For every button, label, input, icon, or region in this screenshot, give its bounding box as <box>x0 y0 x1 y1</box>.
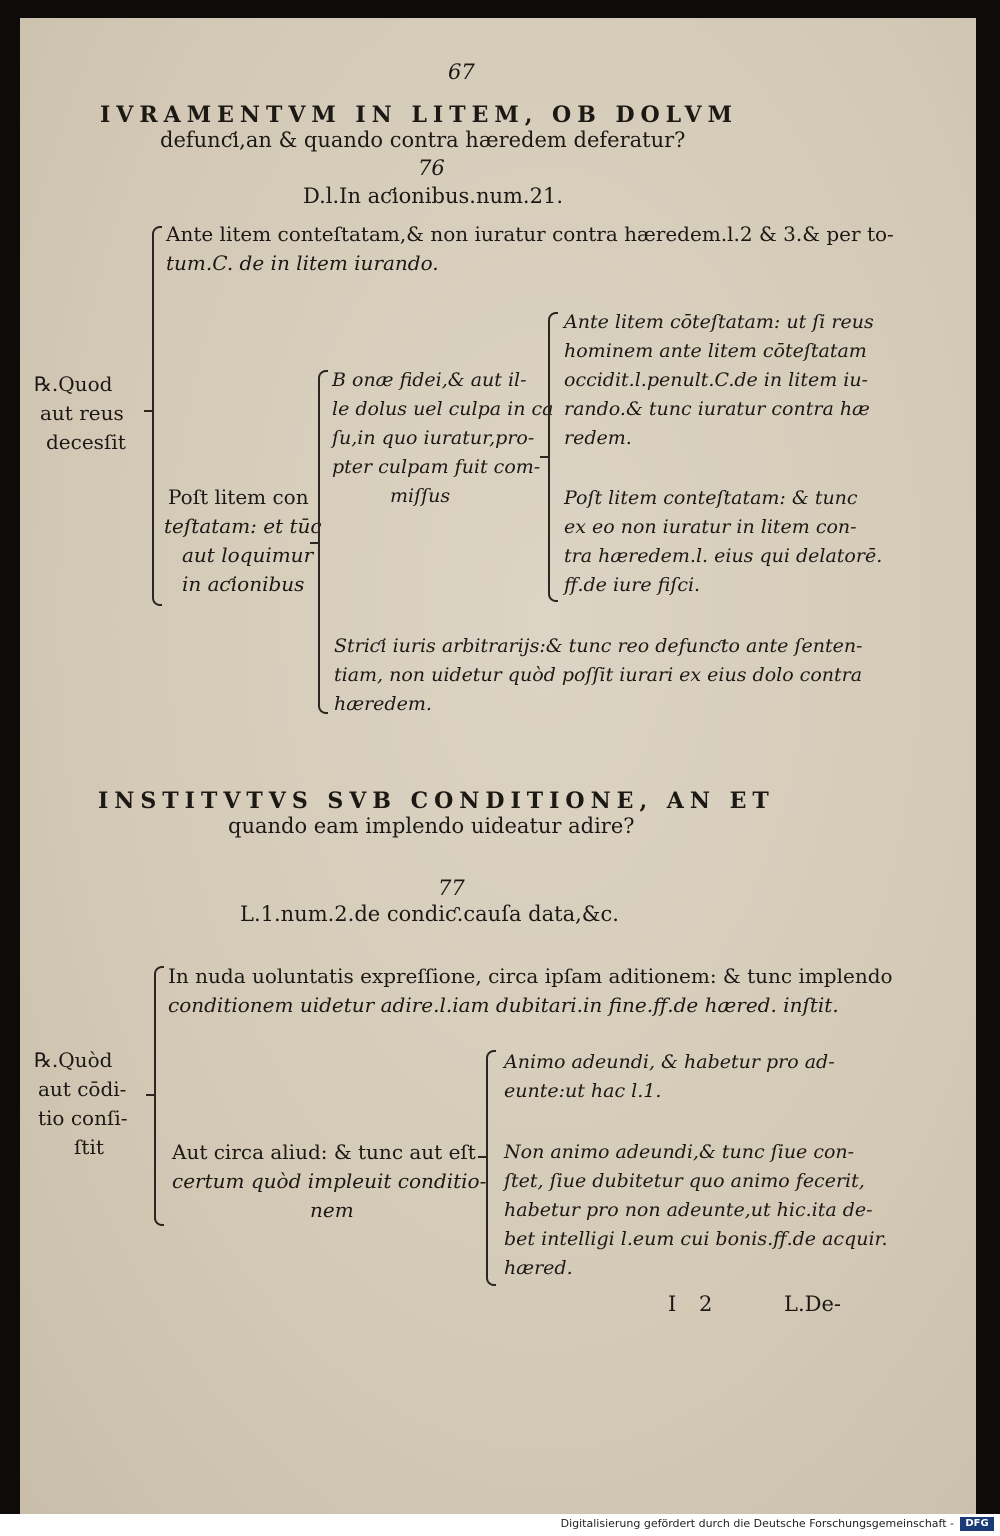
s2-branch2-label-3: nem <box>310 1198 354 1222</box>
s2-sub2-line3: habetur pro non adeunte,ut hic.ita de- <box>504 1199 873 1221</box>
s1-sub1-label-1: B onæ fidei,& aut il- <box>332 369 527 391</box>
s2-main-brace <box>154 966 164 1226</box>
s1-left-label-1: ℞.Quod <box>34 372 113 396</box>
s2-branch1-line2: conditionem uidetur adire.l.iam dubitari.in fine.ff.de hæred. inſtit. <box>168 993 839 1017</box>
s1-sub1b-line3: tra hæredem.l. eius qui delatorē. <box>564 545 883 567</box>
s2-sub2-line4: bet intelligi l.eum cui bonis.ff.de acquir. <box>504 1228 888 1250</box>
book-page <box>20 18 976 1514</box>
section1-number: 76 <box>418 156 445 180</box>
s1-sub1-label-3: ſu,in quo iuratur,pro- <box>332 427 535 449</box>
s2-left-label-4: ſtit <box>74 1135 104 1159</box>
s2-branch2-label-1: Aut circa aliud: & tunc aut eſt <box>172 1140 476 1164</box>
section2-subtitle: quando eam implendo uideatur adire? <box>228 814 635 838</box>
s2-left-label-1: ℞.Quòd <box>34 1048 113 1072</box>
s1-sub1-label-5: miſſus <box>390 485 451 507</box>
section2-reference: L.1.num.2.de condiƈ.cauſa data,&c. <box>240 902 619 926</box>
section2-title: INSTITVTVS SVB CONDITIONE, AN ET <box>98 788 775 814</box>
s1-left-label-3: decesſit <box>46 430 126 454</box>
page-number: 67 <box>448 60 475 84</box>
s1-sub2-line3: hæredem. <box>334 693 432 715</box>
s2-left-label-2: aut cōdi- <box>38 1077 127 1101</box>
section2-number: 77 <box>438 876 465 900</box>
s2-main-brace-point <box>146 1094 154 1096</box>
s1-post-brace <box>318 370 328 714</box>
section1-title: IVRAMENTVM IN LITEM, OB DOLVM <box>100 102 738 128</box>
signature-mark: I 2 <box>668 1292 721 1316</box>
s2-sub2-line2: ſtet, ſiue dubitetur quo animo fecerit, <box>504 1170 865 1192</box>
s2-sub-brace-point <box>478 1156 486 1158</box>
s1-branch2-label-1: Poſt litem con <box>168 485 309 509</box>
s2-sub1-line1: Animo adeundi, & habetur pro ad- <box>504 1051 835 1073</box>
s1-branch1-line2: tum.C. de in litem iurando. <box>166 251 439 275</box>
section1-reference: D.l.In aƈionibus.num.21. <box>303 184 563 208</box>
s1-sub1-label-4: pter culpam fuit com- <box>332 456 541 478</box>
s1-sub1a-line3: occidit.l.penult.C.de in litem iu- <box>564 369 868 391</box>
s2-branch1-line1: In nuda uoluntatis expreſſione, circa ipſam aditionem: & tunc implendo <box>168 964 893 988</box>
s1-main-brace <box>152 226 162 606</box>
s1-branch1-line1: Ante litem conteſtatam,& non iuratur contra hæredem.l.2 & 3.& per to- <box>166 222 894 246</box>
s1-branch2-label-4: in aƈionibus <box>182 572 305 596</box>
s1-post-brace-point <box>310 542 318 544</box>
s1-sub2-line1: Striƈi iuris arbitrarijs:& tunc reo defunƈto ante ſenten- <box>334 635 863 657</box>
dfg-logo: DFG <box>960 1517 994 1531</box>
s1-sub1b-line1: Poſt litem conteſtatam: & tunc <box>564 487 858 509</box>
s1-branch2-label-2: teſtatam: et tūc <box>164 514 322 538</box>
s2-sub2-line1: Non animo adeundi,& tunc ſiue con- <box>504 1141 855 1163</box>
s1-sub1b-line4: ff.de iure fiſci. <box>564 574 701 596</box>
s2-sub2-line5: hæred. <box>504 1257 573 1279</box>
s1-sub1a-line1: Ante litem cōteſtatam: ut ſi reus <box>564 311 874 333</box>
s1-sub1a-line4: rando.& tunc iuratur contra hæ <box>564 398 870 420</box>
catchword: L.De- <box>784 1292 841 1316</box>
s2-sub-brace <box>486 1050 496 1286</box>
s1-sub2-line2: tiam, non uidetur quòd poſſit iurari ex eius dolo contra <box>334 664 863 686</box>
s1-bonae-brace-point <box>540 456 548 458</box>
footer-credit: Digitalisierung gefördert durch die Deutsche Forschungsgemeinschaft - <box>560 1517 954 1530</box>
s1-bonae-brace <box>548 312 558 602</box>
s1-sub1b-line2: ex eo non iuratur in litem con- <box>564 516 857 538</box>
section1-subtitle: defunƈi,an & quando contra hæredem deferatur? <box>160 128 686 152</box>
footer-bar <box>0 1514 1000 1536</box>
s1-sub1a-line2: hominem ante litem cōteſtatam <box>564 340 867 362</box>
s1-sub1-label-2: le dolus uel culpa in ca <box>332 398 554 420</box>
s2-left-label-3: tio conſi- <box>38 1106 128 1130</box>
s1-left-label-2: aut reus <box>40 401 124 425</box>
s1-main-brace-point <box>144 410 152 412</box>
s2-branch2-label-2: certum quòd impleuit conditio- <box>172 1169 487 1193</box>
s1-branch2-label-3: aut loquimur <box>182 543 314 567</box>
s1-sub1a-line5: redem. <box>564 427 632 449</box>
s2-sub1-line2: eunte:ut hac l.1. <box>504 1080 662 1102</box>
